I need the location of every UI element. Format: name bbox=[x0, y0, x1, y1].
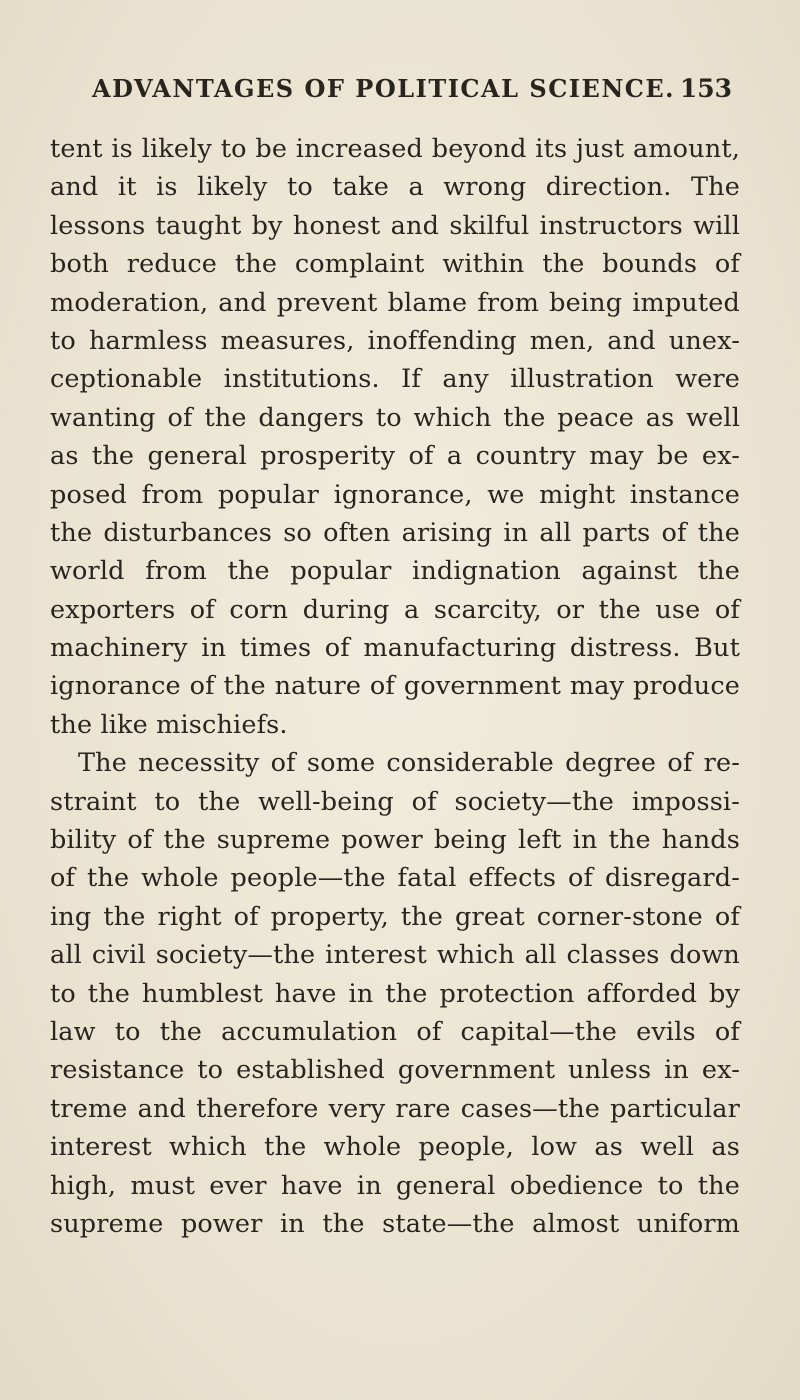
text-line: wanting of the dangers to which the peace as well bbox=[50, 402, 740, 433]
text-line: lessons taught by honest and skilful instructors will bbox=[50, 210, 740, 241]
text-line: ceptionable institutions. If any illustration were bbox=[50, 364, 740, 395]
text-line: machinery in times of manufacturing distress. But bbox=[50, 633, 740, 664]
paragraph-start-line: The necessity of some considerable degree of re- bbox=[78, 748, 740, 779]
text-line: moderation, and prevent blame from being imputed bbox=[50, 287, 740, 318]
text-line: law to the accumulation of capital—the evils of bbox=[50, 1016, 740, 1047]
text-line: interest which the whole people, low as well as bbox=[50, 1132, 740, 1163]
text-line: posed from popular ignorance, we might instance bbox=[50, 479, 740, 510]
text-line: high, must ever have in general obedience to the bbox=[50, 1170, 740, 1201]
text-line: resistance to established government unless in ex- bbox=[50, 1055, 740, 1086]
body-text bbox=[50, 130, 740, 1243]
text-line: straint to the well-being of society—the impossi- bbox=[50, 786, 740, 817]
text-line: to harmless measures, inoffending men, and unex- bbox=[50, 325, 740, 356]
text-line: to the humblest have in the protection afforded by bbox=[50, 978, 740, 1009]
text-line: bility of the supreme power being left in the hands bbox=[50, 825, 740, 856]
text-line: supreme power in the state—the almost uniform bbox=[50, 1208, 740, 1239]
page-number: 153 bbox=[679, 74, 732, 103]
text-line: ignorance of the nature of government may produce bbox=[50, 671, 740, 702]
text-line: all civil society—the interest which all classes down bbox=[50, 940, 740, 971]
text-line: and it is likely to take a wrong direction. The bbox=[50, 172, 740, 203]
text-line: the disturbances so often arising in all parts of the bbox=[50, 517, 740, 548]
running-head: ADVANTAGES OF POLITICAL SCIENCE. bbox=[92, 74, 676, 103]
text-line: exporters of corn during a scarcity, or the use of bbox=[50, 594, 740, 625]
text-line: tent is likely to be increased beyond its just amount, bbox=[50, 134, 740, 164]
paragraph-end-line: the like mischiefs. bbox=[50, 709, 288, 740]
text-line: as the general prosperity of a country may be ex- bbox=[50, 441, 740, 472]
text-line: world from the popular indignation against the bbox=[50, 556, 740, 587]
text-line: treme and therefore very rare cases—the particular bbox=[50, 1093, 740, 1124]
text-line: ing the right of property, the great corner-stone of bbox=[50, 901, 740, 932]
text-line: of the whole people—the fatal effects of disregard- bbox=[50, 863, 740, 894]
page-header bbox=[92, 74, 732, 114]
text-line: both reduce the complaint within the bounds of bbox=[50, 249, 740, 280]
